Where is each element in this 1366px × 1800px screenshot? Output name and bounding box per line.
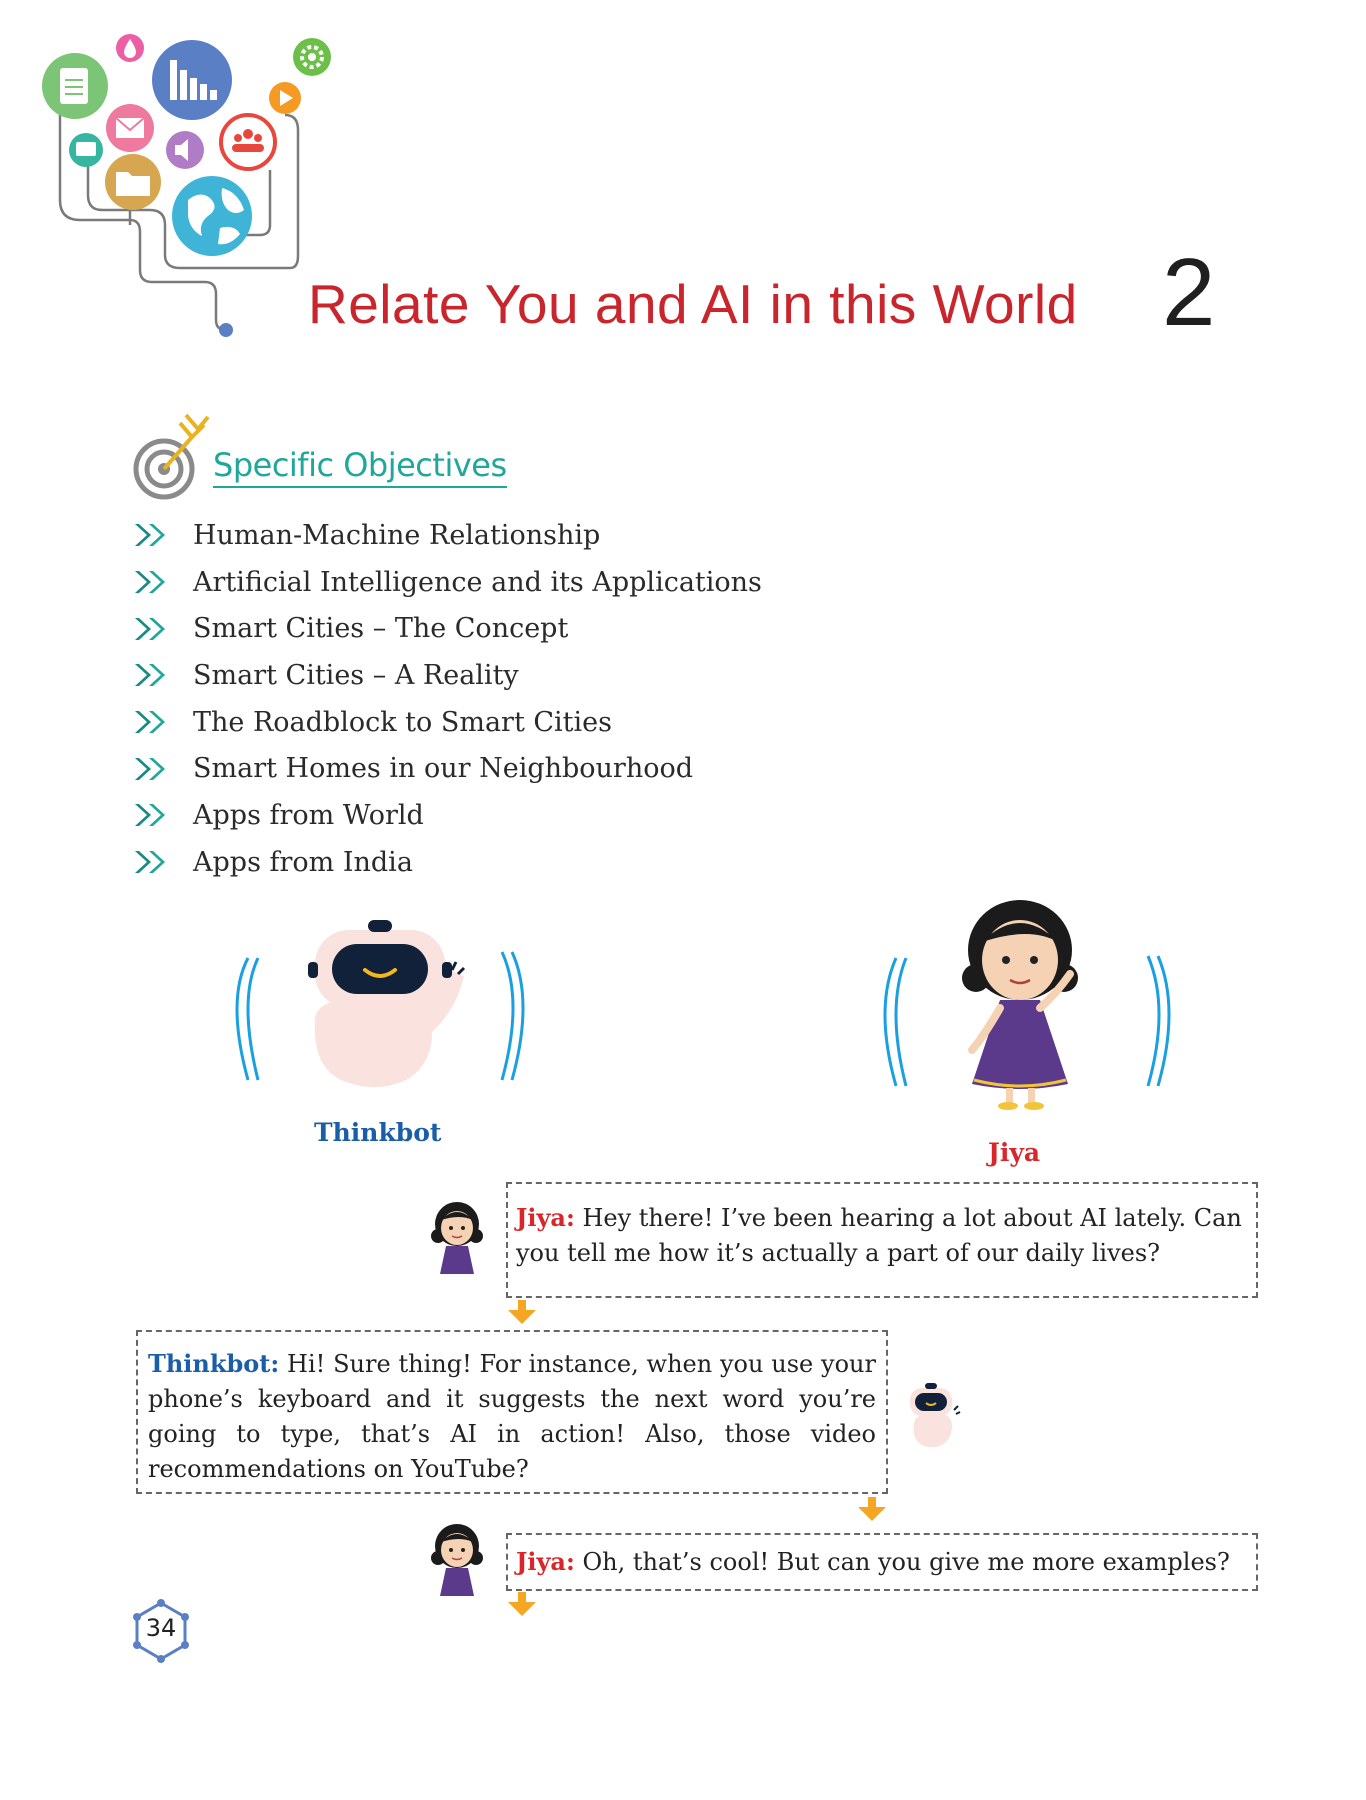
speaker-name: Jiya: (516, 1203, 575, 1232)
double-chevron-icon (133, 662, 169, 688)
objective-item: Apps from India (133, 839, 762, 886)
jiya-avatar (424, 1200, 490, 1276)
dialogue-text: Hey there! I’ve been hearing a lot about AI lately. Can you tell me how it’s actually a part of our daily lives? (516, 1204, 1242, 1267)
double-chevron-icon (133, 522, 169, 548)
objective-item: Human-Machine Relationship (133, 512, 762, 559)
double-chevron-icon (133, 849, 169, 875)
down-arrow-icon (856, 1497, 888, 1523)
objective-item: Smart Homes in our Neighbourhood (133, 745, 762, 792)
target-arrow-icon (130, 413, 210, 501)
thinkbot-label: Thinkbot (314, 1118, 442, 1147)
double-chevron-icon (133, 709, 169, 735)
objective-item: Smart Cities – A Reality (133, 652, 762, 699)
objectives-list (133, 512, 762, 886)
objectives-heading: Specific Objectives (213, 446, 507, 488)
jiya-dialogue-bubble (506, 1533, 1258, 1591)
objective-item: Smart Cities – The Concept (133, 605, 762, 652)
group-icon (221, 115, 275, 169)
globe-icon (172, 176, 252, 256)
chapter-number: 2 (1162, 239, 1216, 346)
down-arrow-icon (506, 1300, 538, 1326)
speaker-name: Jiya: (516, 1547, 575, 1576)
jiya-illustration (860, 898, 1180, 1114)
objective-item: The Roadblock to Smart Cities (133, 699, 762, 746)
double-chevron-icon (133, 802, 169, 828)
objective-item: Apps from World (133, 792, 762, 839)
page-number: 34 (145, 1614, 177, 1642)
speaker-name: Thinkbot: (148, 1349, 280, 1378)
dialogue-text: Hi! Sure thing! For instance, when you use your phone’s keyboard and it suggests the next word you’re going to type, that’s AI in action! Also, those video recommendations on YouTube? (148, 1350, 876, 1483)
down-arrow-icon (506, 1592, 538, 1618)
jiya-dialogue-bubble (506, 1182, 1258, 1298)
thinkbot-dialogue-bubble (136, 1330, 888, 1494)
double-chevron-icon (133, 616, 169, 642)
objective-item: Artificial Intelligence and its Applications (133, 559, 762, 606)
thinkbot-illustration (220, 910, 540, 1090)
double-chevron-icon (133, 756, 169, 782)
jiya-label: Jiya (988, 1138, 1041, 1167)
jiya-avatar (424, 1522, 490, 1598)
dialogue-text: Oh, that’s cool! But can you give me more examples? (574, 1548, 1230, 1576)
double-chevron-icon (133, 569, 169, 595)
app-icons-tree-illustration (30, 20, 350, 350)
thinkbot-avatar (898, 1380, 964, 1450)
chapter-title: Relate You and AI in this World (308, 273, 1078, 335)
